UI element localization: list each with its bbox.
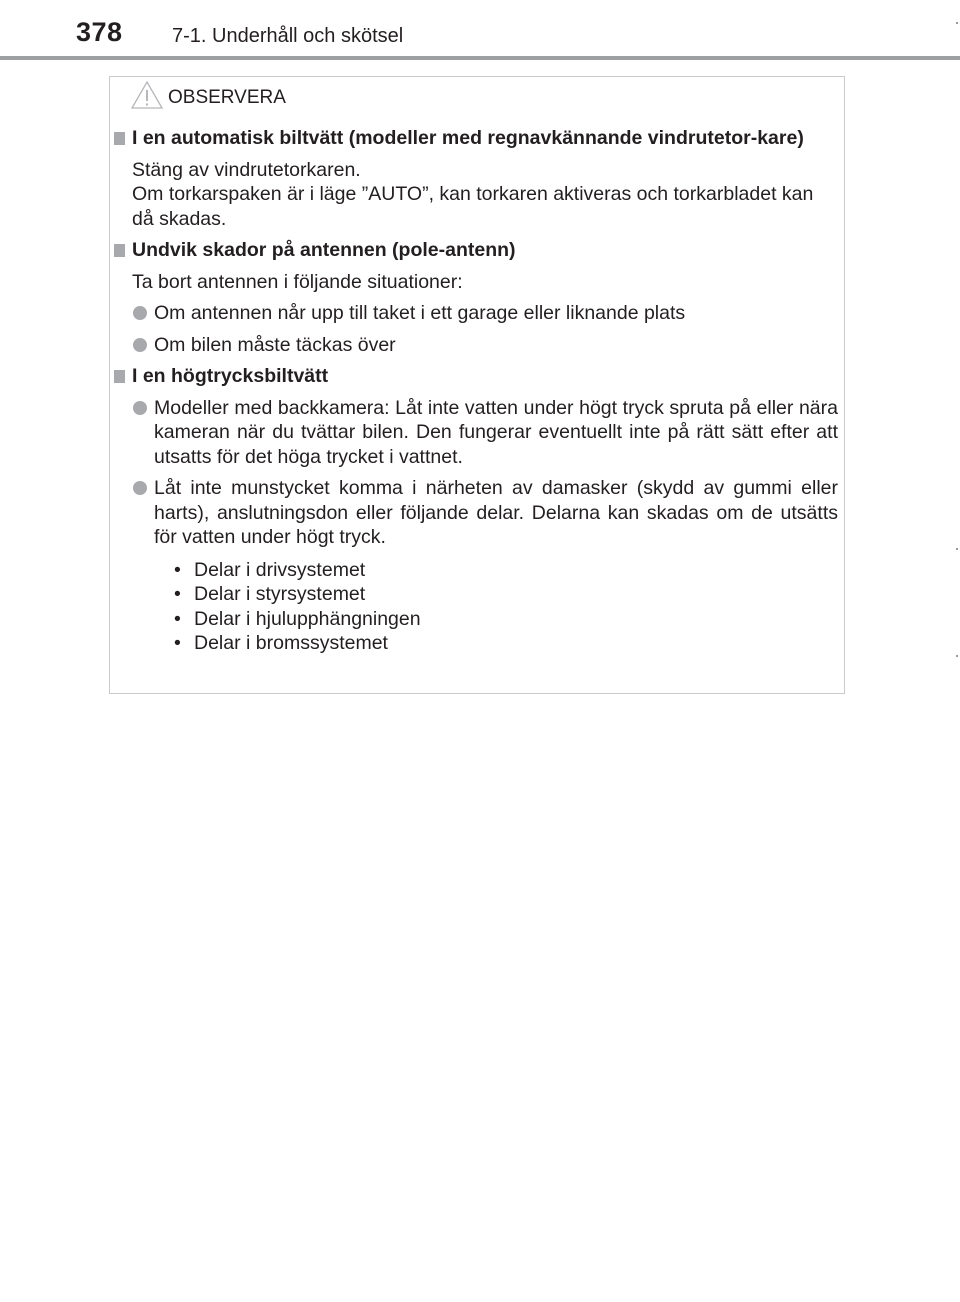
notice-item (112, 238, 838, 357)
header-divider (0, 56, 960, 60)
bullet-dot-icon: • (174, 607, 181, 630)
notice-item (112, 364, 838, 656)
section-title: 7-1. Underhåll och skötsel (172, 25, 404, 47)
list-item (132, 333, 838, 358)
list-item-text: Modeller med backkamera: Låt inte vatten under högt tryck spruta på eller nära kameran när du tvättar bilen. Den fungerar eventuellt inte på rätt sätt efter att utsatts för det höga trycket i vattnet. (154, 396, 838, 468)
warning-triangle-icon (130, 80, 164, 110)
bullet-dot-icon: • (174, 558, 181, 581)
item-heading: I en högtrycksbiltvätt (132, 365, 329, 387)
list-item (132, 396, 838, 470)
item-heading: I en automatisk biltvätt (modeller med regnavkännande vindrutetor-kare) (132, 127, 804, 149)
bullet-dot-icon: • (174, 632, 181, 654)
item-intro: Ta bort antennen i följande situationer: (132, 270, 463, 293)
list-item (132, 476, 838, 550)
edge-mark (956, 655, 958, 657)
sub-list-item-text: Delar i styrsystemet (194, 583, 366, 605)
square-bullet-icon (114, 370, 125, 383)
sub-list-item (174, 631, 838, 656)
text-line: Om torkarspaken är i läge ”AUTO”, kan torkaren aktiveras och torkarbladet kan då skadas. (132, 183, 814, 230)
notice-item (112, 126, 838, 231)
item-heading: Undvik skador på antennen (pole-antenn) (132, 239, 516, 261)
notice-title: OBSERVERA (168, 87, 286, 108)
list-item (132, 301, 838, 326)
edge-mark (956, 548, 958, 550)
circle-bullet-icon (133, 481, 147, 495)
circle-bullet-icon (133, 401, 147, 415)
page-header (0, 0, 960, 60)
circle-bullet-icon (133, 338, 147, 352)
sub-list-item-text: Delar i bromssystemet (194, 632, 388, 654)
item-text (132, 158, 838, 232)
square-bullet-icon (114, 132, 125, 145)
sub-list-item-text: Delar i drivsystemet (194, 558, 366, 581)
square-bullet-icon (114, 244, 125, 257)
list-item-text: Låt inte munstycket komma i närheten av damasker (skydd av gummi eller harts), anslutningsdon eller följande delar. Delarna kan skadas om de utsätts för vatten under högt tryck. (154, 477, 838, 548)
text-line: Stäng av vindrutetorkaren. (132, 158, 361, 181)
sub-list-item (174, 558, 838, 583)
edge-mark (956, 22, 958, 24)
notice-content (112, 126, 838, 663)
sub-list-item (174, 607, 838, 632)
list-item-text: Om antennen når upp till taket i ett garage eller liknande plats (154, 302, 686, 324)
sub-list (132, 558, 838, 656)
page-number: 378 (76, 17, 123, 47)
bullet-dot-icon: • (174, 583, 181, 605)
sub-list-item-text: Delar i hjulupphängningen (194, 607, 421, 630)
sub-list-item (174, 582, 838, 607)
list-item-text: Om bilen måste täckas över (154, 333, 396, 356)
circle-bullet-icon (133, 306, 147, 320)
